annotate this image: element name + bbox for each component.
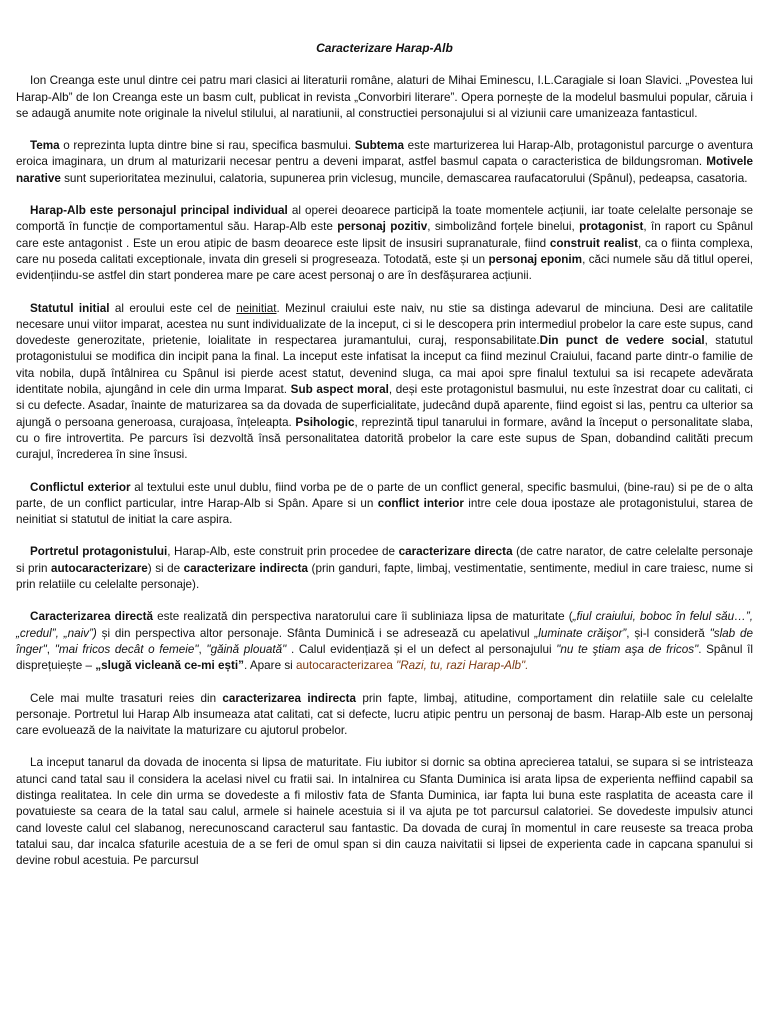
directa-quote-1: „fiul craiului, boboc în felul său…”, „credul”, „naiv”) <box>16 610 753 640</box>
directa-text-4: . Calul evidențiază și el un defect al personajului <box>286 642 557 656</box>
paragraph-intro <box>16 73 753 122</box>
subtema-text: este marturizerea lui Harap-Alb, protagonistul parcurge o aventura eroica imaginara, un drum al maturizarii necesar pentru a deveni imparat, astfel basmul capata o caracteristica de bildungsroman. <box>16 139 753 169</box>
statut-text-1: al eroului este cel de <box>109 301 237 315</box>
psihologic-label: Psihologic <box>295 415 355 429</box>
statut-text-5: , reprezintă tipul tanarului in formare, având la început o personalitate slaba, cu o fire introvertita. Pe parcurs îsi dezvoltă însă personalitatea datorită probelor la care este supus de Span, dobandind calităti precum curajul, încrederea în sine însusi. <box>16 415 753 462</box>
tema-label: Tema <box>30 139 60 153</box>
statut-text-2: . Mezinul craiului este naiv, nu stie sa distinga adevarul de minciuna. Desi are calitatile necesare unui viitor imparat, acestea nu sunt individualizate de la inceput, ci si le descopera prin intermediul probelor la care este supus, cand dovedeste generozitate, prietenie, loialitate in respectarea juramantului, curaj, responsabilitate. <box>16 301 754 348</box>
portret-text-1: , Harap-Alb, este construit prin procedee de <box>167 545 399 559</box>
paragraph-directa <box>16 609 753 674</box>
directa-quote-3: "slab de înger" <box>16 626 753 656</box>
portret-text-2: (de catre narator, de catre celelalte personaje si prin <box>16 545 754 575</box>
tema-text: o reprezinta lupta dintre bine si rau, specifica basmului. <box>59 139 355 153</box>
conflict-interior-label: conflict interior <box>377 496 464 510</box>
statut-text-4: , deși este protagonistul basmului, nu este înzestrat doar cu calitati, ci si cu defecte. Asadar, înainte de maturizarea sa da dovada de superficialitate, judecând după aparente, fiind egoist si las, pentru ca ulterior sa ajungă o persoana generoasa, curajoasa, înțeleapta. <box>16 383 753 429</box>
subtema-label: Subtema <box>354 139 405 153</box>
paragraph-indirecta <box>16 691 753 740</box>
caracterizare-indirecta-label: caracterizare indirecta <box>183 561 309 575</box>
conflict-exterior-label: Conflictul exterior <box>30 480 131 494</box>
conflict-text-1: al textului este unul dublu, fiind vorba pe de o parte de un conflict general, specific basmului, (bine-rau) si pe de o alta parte, de un conflict particular, intre Harap-Alb si Spân. Apare si un <box>16 480 753 510</box>
indirecta-label: caracterizarea indirecta <box>222 691 357 705</box>
directa-quote-4: "mai fricos decât o femeie" <box>54 642 199 656</box>
directa-label: Caracterizarea directă <box>30 610 154 624</box>
statut-initial-label: Statutul initial <box>30 301 110 315</box>
directa-text-1: este realizată din perspectiva naratorului care îi subliniaza lipsa de maturitate ( <box>153 610 573 624</box>
neinitiat-underlined: neinitiat <box>236 301 277 315</box>
paragraph-portret <box>16 544 753 593</box>
personaj-text-2: , simbolizând forțele binelui, <box>427 220 580 234</box>
paragraph-tema <box>16 138 753 187</box>
social-label: Din punct de vedere social <box>539 334 705 348</box>
conflict-text-2: intre cele doua ipostaze ale protagonistului, starea de neinitiat si statutul de initiat la care aspira. <box>16 496 753 527</box>
directa-quote-2: „luminate crăişor” <box>534 626 627 640</box>
personaj-pozitiv-label: personaj pozitiv <box>337 220 428 234</box>
document-title: Caracterizare Harap-Alb <box>316 41 453 55</box>
protagonist-label: protagonist <box>579 220 644 234</box>
indirecta-text-1: Cele mai multe trasaturi reies din <box>30 691 223 705</box>
directa-quote-8: "Razi, tu, razi Harap-Alb". <box>396 659 529 673</box>
personaj-text-4: , ca o fiinta complexa, care nu poseda calitati exceptionale, invata din greseli si progreseaza. Totodată, este și un <box>16 236 753 266</box>
moral-label: Sub aspect moral <box>290 383 389 397</box>
personaj-text-3: , în raport cu Spânul care este antagonist . Este un erou atipic de basm deoarece este lipsit de insusiri supranaturale, fiind <box>16 220 753 250</box>
construit-realist-label: construit realist <box>549 236 639 250</box>
directa-quote-6: "nu te ştiam aşa de fricos" <box>556 642 699 656</box>
intro-text: Ion Creanga este unul dintre cei patru mari clasici ai literaturii române, alaturi de Mihai Eminescu, I.L.Caragiale si Ioan Slavici. „Povestea lui Harap-Alb” de Ion Creanga este un basm cult, publicat in revista „Convorbiri literare”. Opera pornește de la modelul basmului popular, căruia i se adaugă anumite note originale la nivelul stilului, al naratiunii, al constructiei personajului si al viziunii care umanizeaza fantasticul. <box>16 74 753 120</box>
paragraph-statut <box>16 301 753 464</box>
personaj-principal-label: Harap-Alb este personajul principal individual <box>30 204 288 218</box>
directa-quote-7: „slugă vicleană ce-mi ești” <box>95 659 245 673</box>
inceput-text: La inceput tanarul da dovada de inocenta si lipsa de maturitate. Fiu iubitor si dornic sa obtina aprecierea tatalui, se supara si se intristeaza atunci cand tatal sau il considera la acelasi nivel cu fratii sai. In intalnirea cu Sfanta Duminica isi arata lipsa de experienta neffiind capabil sa distinga realitatea. In cele din urma se dovedeste a fi milostiv fata de Sfanta Duminica, iar fapta lui buna este rasplatita de aceasta care il povatuieste sa ceara de la tatal sau calul, armele si hainele acestuia si il va ajuta pe tot parcursul calatoriei. Se dovedeste impulsiv atunci cand loveste calul cel slabanog, nerecunoscand caracterul sau fantastic. Da dovada de curaj în momentul in care reuseste sa treaca proba tatalui sau, dar incalca sfaturile acestuia de a se feri de omul span si din cauza naivitatii si lipsei de experienta cade in capcana spanului si devine robul acestuia. Pe parcursul <box>16 756 753 868</box>
portret-text-3: ) si de <box>147 561 184 575</box>
directa-sep-2: , <box>198 642 207 656</box>
indirecta-text-2: prin fapte, limbaj, atitudine, comportament din relatiile sale cu celelalte personaje. Portretul lui Harap Alb insumeaza atat calitati, cat si defecte, lucru atipic pentru un personaj de basm. Harap-Alb este un personaj care evoluează de la naivitate la maturizare cu ajutorul probelor. <box>16 691 753 738</box>
caracterizare-directa-label: caracterizare directa <box>398 545 513 559</box>
personaj-text-5: , căci numele său dă titlul operei, evidențiindu-se astfel din start ponderea mare pe care acest personaj o are în desfășurarea acțiunii. <box>16 252 753 283</box>
directa-text-6: . Apare si <box>244 659 297 673</box>
paragraph-inceput <box>16 755 753 869</box>
personaj-eponim-label: personaj eponim <box>488 252 583 266</box>
directa-text-2: și din perspectiva altor personaje. Sfânta Duminică i se adresează cu apelativul <box>96 626 535 640</box>
directa-text-5: . Spânul îl disprețuiește – <box>16 642 754 673</box>
directa-quote-5: "găină plouată" <box>206 642 287 656</box>
motive-label: Motivele narative <box>16 155 753 185</box>
directa-text-3: , și-l consideră <box>626 626 710 640</box>
autocaracterizarea-label: autocaracterizarea <box>296 659 393 673</box>
statut-text-3: , statutul protagonistului se modifica din incipit pana la final. La inceput este infatisat la inceput ca fiind mezinul Craiului, facand parte dintr-o familie de vita nobila, după întâlnirea cu Spânul isi pierde acest statut, devenind sluga, ca mai apoi spre finalul textului sa isi recapete adevărata identitate nobila, ajungând in cele din urma Imparat. <box>16 334 753 397</box>
directa-sep-1: , <box>46 642 55 656</box>
autocaracterizare-label: autocaracterizare <box>50 561 148 575</box>
portret-label: Portretul protagonistului <box>30 545 168 559</box>
personaj-text-1: al operei deoarece participă la toate momentele acțiunii, iar toate celelalte personaje se comportă în funcție de comportamentul său. Harap-Alb este <box>16 204 753 234</box>
motive-text: sunt superioritatea mezinului, calatoria, supunerea prin viclesug, muncile, demascarea raufacatorului (Spânul), pedeapsa, casatoria. <box>60 171 748 185</box>
paragraph-conflict <box>16 480 753 529</box>
paragraph-personaj <box>16 203 753 284</box>
portret-text-4: (prin ganduri, fapte, limbaj, vestimentatie, sentimente, mediul in care traiesc, nume si prin relatiile cu celelalte personaje). <box>16 561 753 592</box>
